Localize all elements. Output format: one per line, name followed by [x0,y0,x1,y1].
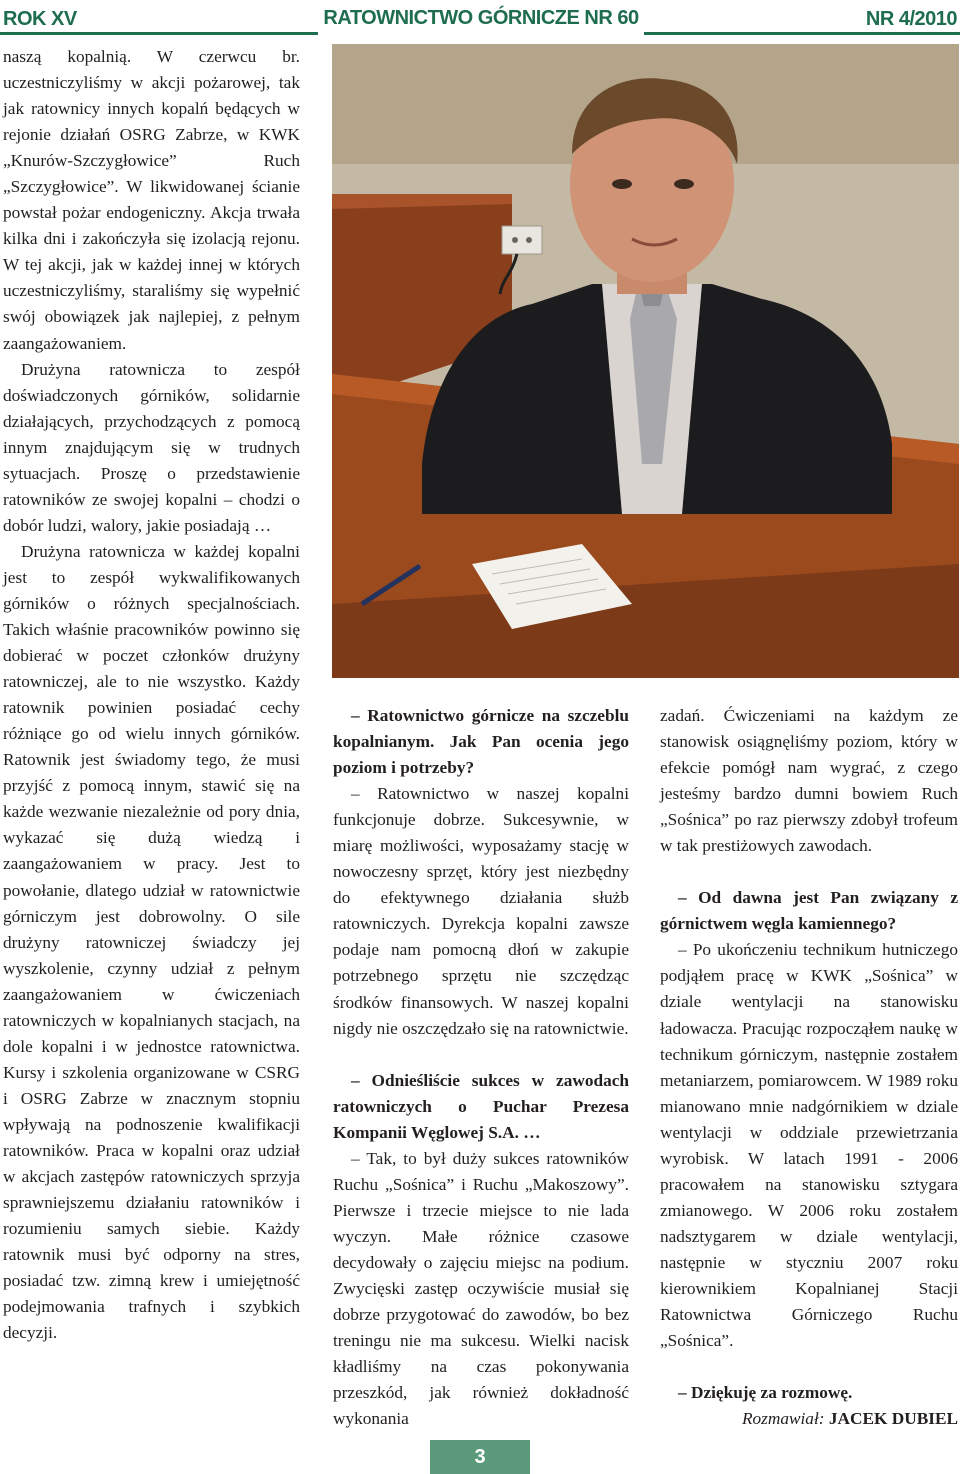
paragraph: Drużyna ratownicza to zespół doświadczonych górników, solidarnie działających, przychodzących z pomocą innym znajdującym się w trudnych sytuacjach. Proszę o przedstawienie ratowników ze swojej kopalni – chodzi o dobór ludzi, walory, jakie posiadają … [3,359,300,535]
issue-label: NR 4/2010 [865,8,957,30]
spacer [660,859,958,885]
answer-paragraph: – Ratownictwo w naszej kopalni funkcjonuje dobrze. Sukcesywnie, w miarę możliwości, wyposażamy stację w nowoczesny sprzęt, który jest niezbędny do efektywnego działania służb ratowniczych. Dyrekcja kopalni zawsze podaje nam pomocną dłoń w zakupie potrzebnego sprzętu nie szczędząc środków finansowych. W naszej kopalni nigdy nie oszczędzało się na ratownictwie. [333,784,629,1038]
answer-continuation: zadań. Ćwiczeniami na każdym ze stanowisk osiągnęliśmy poziom, który w efekcie pomógł nam wygrać, z czego jesteśmy bardzo dumni bowiem Ruch „Sośnica” po raz pierwszy zdobył trofeum w tak prestiżowych zawodach. [660,706,958,856]
magazine-title: RATOWNICTWO GÓRNICZE NR 60 [318,0,644,36]
paragraph: Drużyna ratownicza w każdej kopalni jest to zespół wykwalifikowanych górników o różnych specjalnościach. Takich właśnie pracowników powinno się dobierać w poczet członków drużyny ratowniczej, ale to nie wszystko. Każdy ratownik powinien posiadać cechy różniące go od wielu innych górników. Ratownik jest świadomy tego, że musi przyjść z pomocą innym, stawić się na każde wezwanie niezależnie od pory dnia, wykazać się dużą wiedzą i zaangażowaniem w pracy. Jest to powołanie, dlatego udział w ratownictwie górniczym jest dobrowolny. O sile drużyny ratowniczej świadczy jej wyszkolenie, czynny udział z pełnym zaangażowaniem w ćwiczeniach ratowniczych w kopalnianych stacjach, na dole kopalni i w jednostce ratownictwa. Kursy i szkolenia organizowane w CSRG i OSRG Zabrze w znacznym stopniu wpływają na podnoszenie kwalifikacji ratowników. Praca w kopalni oraz udział w akcjach zastępów ratowniczych sprzyja sprawniejszemu działaniu ratowników i rozumieniu samych siebie. Każdy ratownik musi być odporny na stres, posiadać tzw. zimną krew i umiejętność podejmowania trafnych i szybkich decyzji. [3,541,300,1343]
byline [660,1406,958,1432]
page-header [0,0,960,36]
answer-paragraph: – Tak, to był duży sukces ratowników Ruchu „Sośnica” i Ruchu „Makoszowy”. Pierwsze i trzecie miejsce to nie lada wyczyn. Małe różnice czasowe decydowały o zajęciu miejsc na podium. Zwycięski zastęp oczywiście musiał się dobrze przygotować do zawodów, bo bez treningu nie ma sukcesu. Wielki nacisk kładliśmy na czas pokonywania przeszkód, jak również dokładność wykonania [333,1148,629,1429]
question-heading: – Od dawna jest Pan związany z górnictwem węgla kamiennego? [660,888,958,934]
closing-thanks: – Dziękuję za rozmowę. [678,1383,853,1403]
byline-name: JACEK DUBIEL [828,1409,958,1429]
left-column [3,44,300,1346]
portrait-illustration [332,44,959,678]
question-heading: – Odnieśliście sukces w zawodach ratowniczych o Puchar Prezesa Kompanii Węglowej S.A. … [333,1070,629,1142]
portrait-photo [332,44,959,678]
paragraph: naszą kopalnią. W czerwcu br. uczestniczyliśmy w akcji pożarowej, tak jak ratownicy innych kopalń będących w rejonie działań OSRG Zabrze, w KWK „Knurów-Szczygłowice” Ruch „Szczygłowice”. W likwidowanej ścianie powstał pożar endogeniczny. Akcja trwała kilka dni i zakończyła się izolacją rejonu. W tej akcji, jak w każdej innej w których uczestniczyliśmy, staraliśmy się wypełnić swój obowiązek jak najlepiej, z pełnym zaangażowaniem. [3,47,300,353]
middle-column [333,703,629,1432]
spacer [333,1042,629,1068]
answer-paragraph: – Po ukończeniu technikum hutniczego podjąłem pracę w KWK „Sośnica” w dziale wentylacji na stanowisku ładowacza. Pracując rozpocząłem naukę w technikum górniczym, następnie zostałem metaniarzem, pomiarowcem. W 1989 roku mianowano mnie nadgórnikiem w dziale wentylacji w oddziale przewietrzania wyrobisk. W latach 1991 - 2006 pracowałem na stanowisku sztygara zmianowego. W 2006 roku zostałem nadsztygarem w dziale wentylacji, następnie w styczniu 2007 roku kierownikiem Kopalnianej Stacji Ratownictwa Górniczego Ruchu „Sośnica”. [660,940,958,1351]
right-column [660,703,958,1432]
byline-role: Rozmawiał: [741,1409,825,1429]
spacer [660,1354,958,1380]
volume-label: ROK XV [3,8,77,30]
page-number: 3 [430,1440,530,1474]
question-heading: – Ratownictwo górnicze na szczeblu kopalnianym. Jak Pan ocenia jego poziom i potrzeby? [333,706,629,778]
